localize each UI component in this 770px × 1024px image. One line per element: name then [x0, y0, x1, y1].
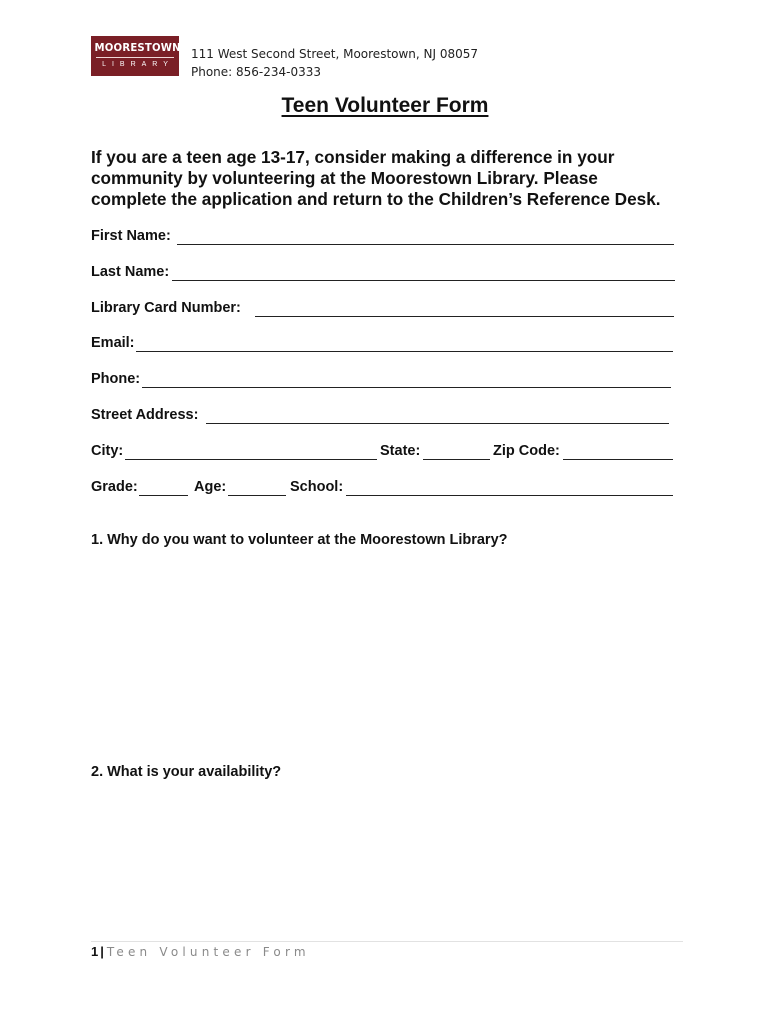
logo-top-text: MOORESTOWN — [94, 41, 181, 54]
question-availability: 2. What is your availability? — [91, 764, 282, 780]
phone-label: Phone: — [91, 371, 141, 387]
last-name-label: Last Name: — [91, 264, 170, 280]
intro-line: community by volunteering at the Moorestown Library. Please — [91, 168, 598, 188]
form-title: Teen Volunteer Form — [281, 94, 489, 117]
phone-line: Phone: 856-234-0333 — [191, 65, 322, 79]
school-label: School: — [290, 479, 344, 495]
question-why-volunteer: 1. Why do you want to volunteer at the Moorestown Library? — [91, 532, 508, 548]
intro-line: complete the application and return to the Children’s Reference Desk. — [91, 189, 661, 209]
zip-field[interactable] — [563, 459, 673, 460]
last-name-row — [91, 264, 675, 286]
street-address-row — [91, 407, 675, 429]
zip-label: Zip Code: — [493, 443, 560, 459]
page-number: 1 — [91, 944, 99, 959]
phone-row — [91, 371, 675, 393]
city-field[interactable] — [125, 459, 377, 460]
first-name-row — [91, 228, 675, 250]
library-card-field[interactable] — [255, 316, 674, 317]
first-name-field[interactable] — [177, 244, 674, 245]
city-state-zip-row — [91, 443, 675, 465]
intro-paragraph — [91, 147, 691, 210]
logo-bottom-text: LIBRARY — [102, 61, 174, 68]
logo-divider — [96, 57, 174, 58]
grade-label: Grade: — [91, 479, 138, 495]
age-label: Age: — [194, 479, 227, 495]
last-name-field[interactable] — [172, 280, 675, 281]
intro-line: If you are a teen age 13-17, consider making a difference in your — [91, 147, 615, 167]
state-label: State: — [380, 443, 421, 459]
footer-divider — [91, 941, 683, 942]
phone-field[interactable] — [142, 387, 671, 388]
email-label: Email: — [91, 335, 135, 351]
grade-age-school-row — [91, 479, 675, 501]
email-field[interactable] — [136, 351, 673, 352]
street-address-field[interactable] — [206, 423, 669, 424]
library-logo — [91, 36, 179, 76]
state-field[interactable] — [423, 459, 490, 460]
footer-doc-title: Teen Volunteer Form — [106, 945, 310, 959]
answer-area-availability[interactable] — [91, 788, 675, 928]
city-label: City: — [91, 443, 124, 459]
footer-separator: | — [100, 944, 104, 959]
form-title-wrap — [0, 94, 770, 118]
first-name-label: First Name: — [91, 228, 171, 244]
page-footer — [91, 944, 310, 959]
school-field[interactable] — [346, 495, 673, 496]
library-card-row — [91, 300, 675, 322]
age-field[interactable] — [228, 495, 286, 496]
library-card-label: Library Card Number: — [91, 300, 241, 316]
email-row — [91, 335, 675, 357]
answer-area-why-volunteer[interactable] — [91, 556, 675, 746]
address-line: 111 West Second Street, Moorestown, NJ 08057 — [191, 47, 479, 61]
grade-field[interactable] — [139, 495, 188, 496]
street-address-label: Street Address: — [91, 407, 199, 423]
